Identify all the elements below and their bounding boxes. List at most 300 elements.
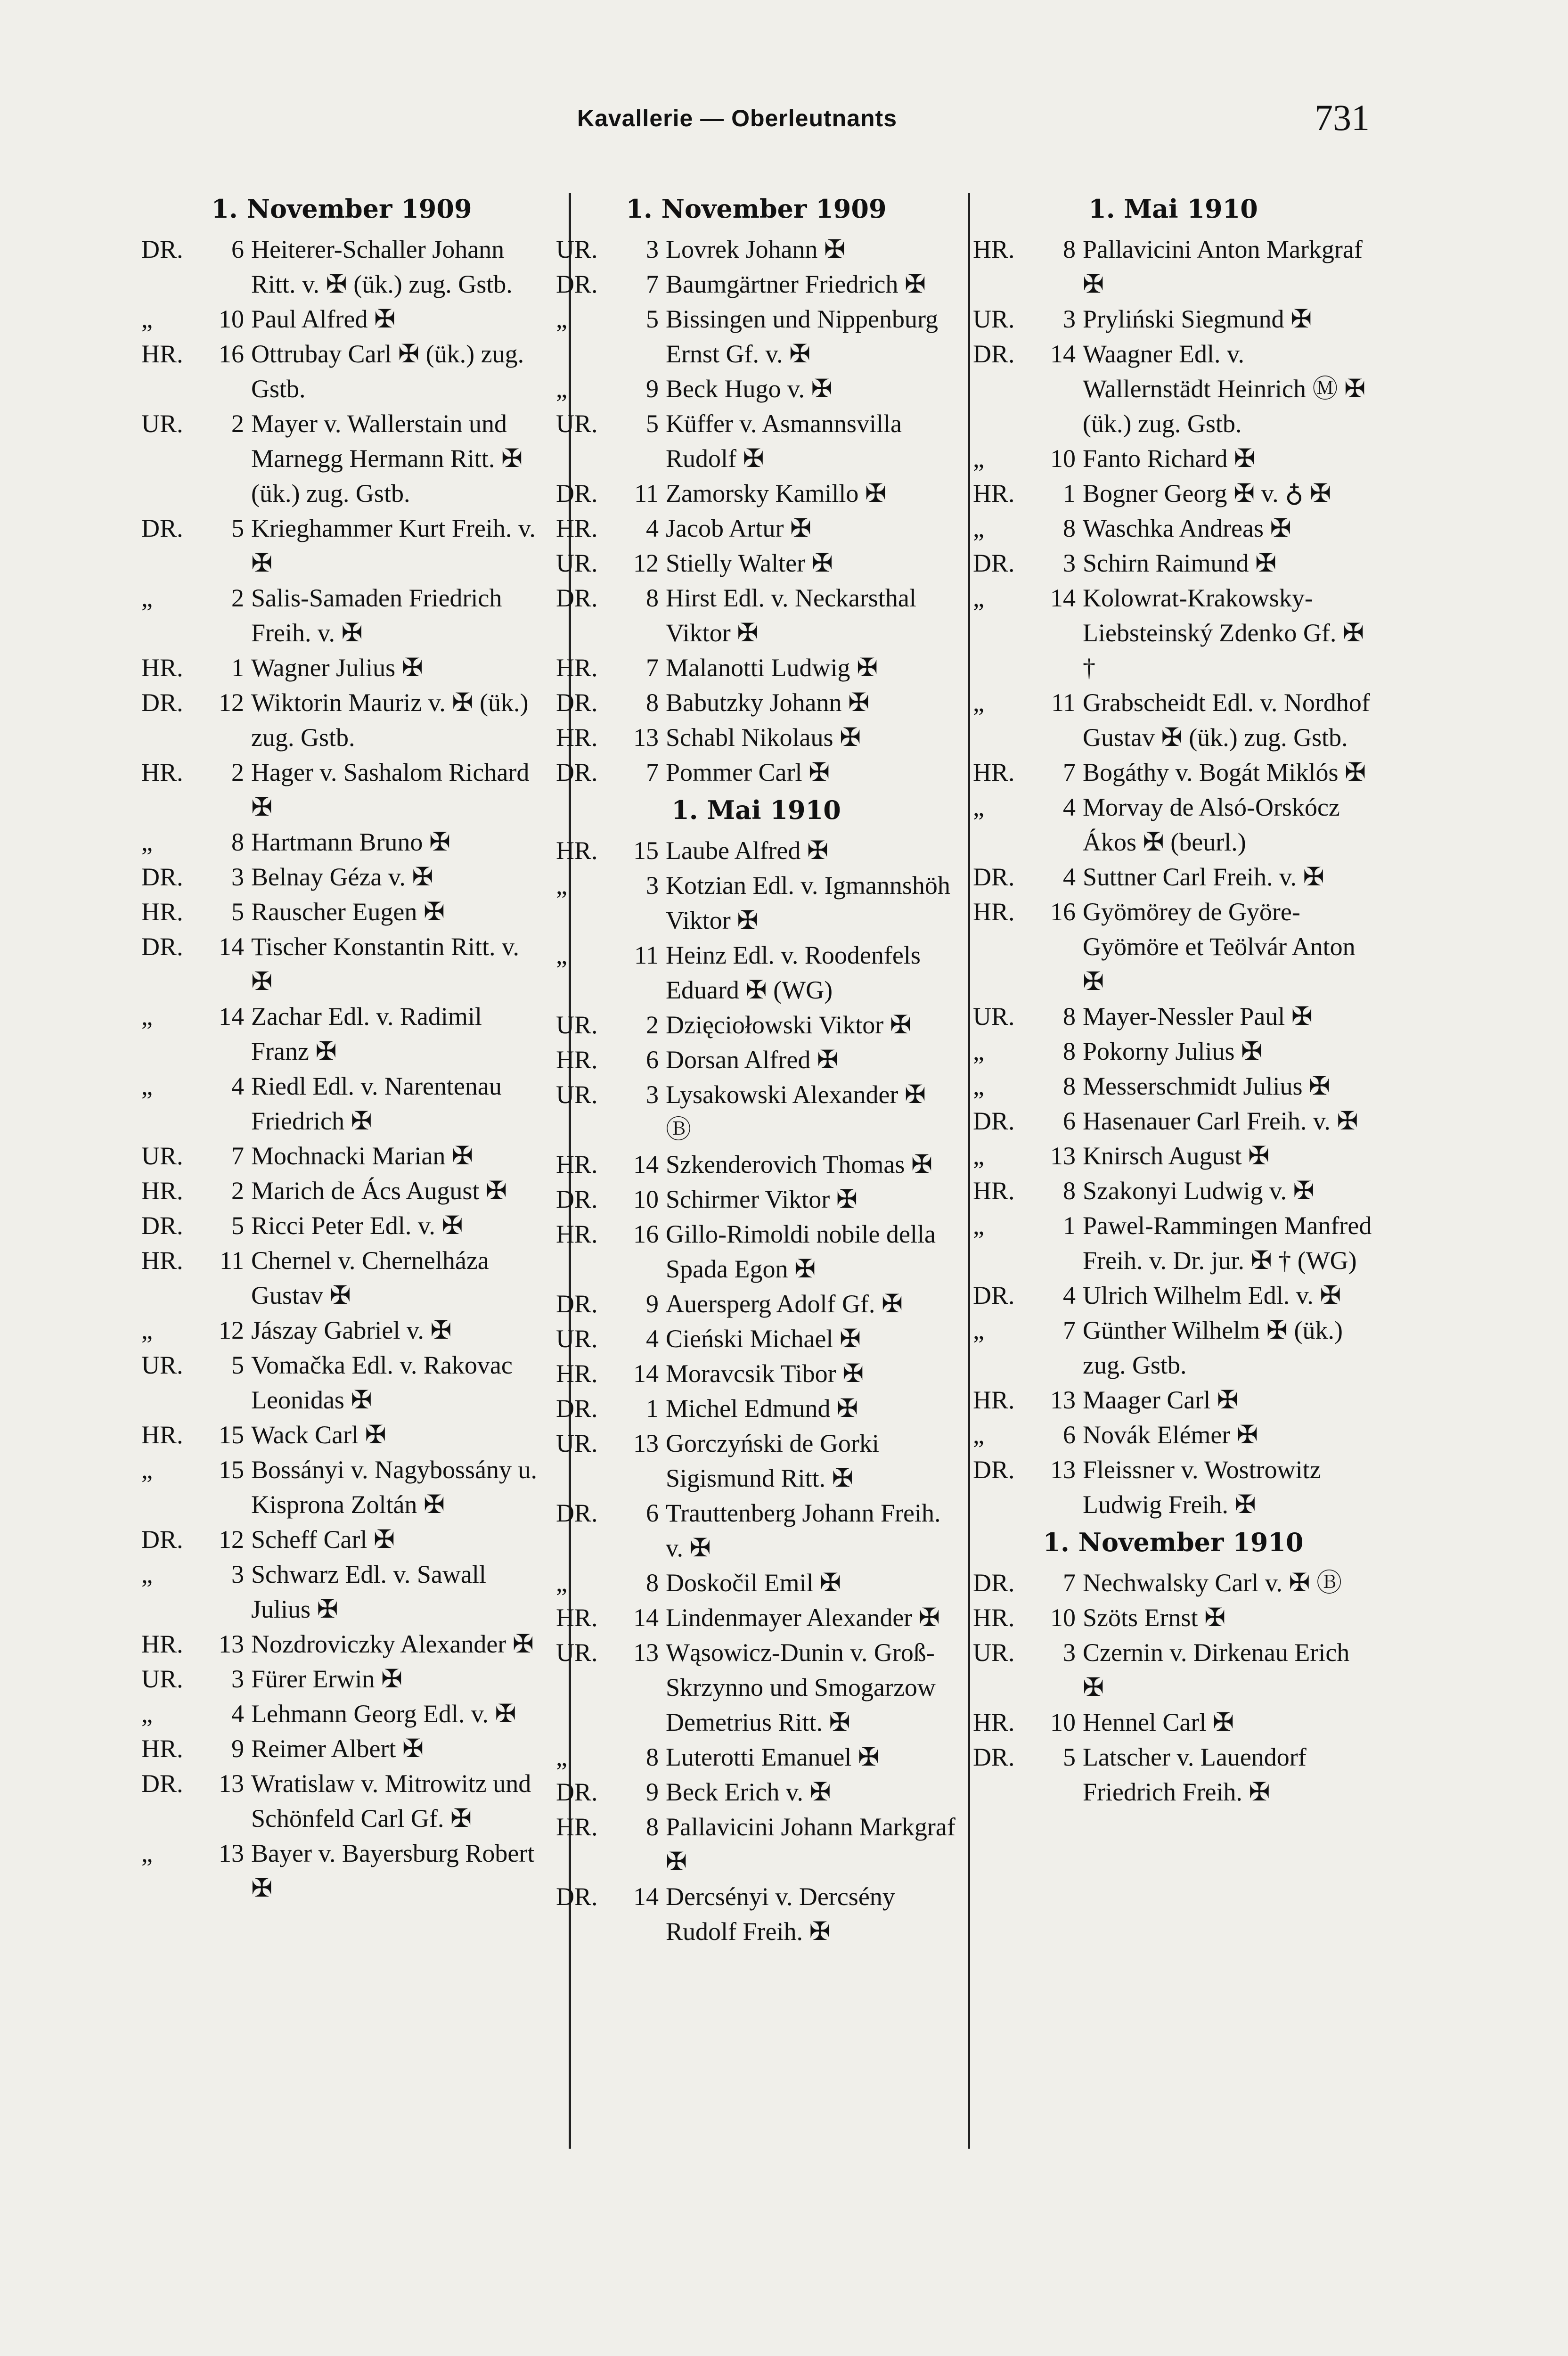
regiment-number: 5 — [646, 409, 659, 438]
officer-name: Fleissner v. Wostrowitz Ludwig Freih. ✠ — [1083, 1456, 1321, 1519]
officer-entry — [973, 1104, 1373, 1138]
regiment-number: 12 — [219, 688, 244, 717]
officer-name: Beck Erich v. ✠ — [666, 1778, 831, 1806]
regiment-type: „ — [141, 584, 153, 612]
regiment-type: UR. — [556, 549, 598, 577]
regiment-type: DR. — [141, 933, 183, 961]
regiment-type: HR. — [141, 1246, 183, 1275]
officer-entry — [556, 685, 956, 720]
regiment-number: 3 — [1063, 1638, 1076, 1667]
officer-entry — [973, 511, 1373, 546]
officer-entry — [556, 511, 956, 546]
officer-entry — [556, 1391, 956, 1426]
officer-entry — [556, 755, 956, 790]
column-3 — [973, 188, 1373, 1809]
officer-name: Pryliński Siegmund ✠ — [1083, 305, 1312, 333]
regiment-number: 11 — [634, 941, 659, 969]
officer-entry — [141, 302, 542, 336]
regiment-number: 6 — [1063, 1421, 1076, 1449]
officer-entry — [973, 1600, 1373, 1635]
regiment-type: DR. — [556, 1778, 598, 1806]
officer-name: Schirmer Viktor ✠ — [666, 1185, 858, 1213]
regiment-number: 3 — [231, 863, 244, 891]
regiment-number: 6 — [646, 1499, 659, 1527]
officer-entry — [141, 232, 542, 302]
regiment-type: DR. — [141, 1769, 183, 1798]
officer-entry — [973, 581, 1373, 685]
officer-entry — [973, 232, 1373, 302]
officer-name: Scheff Carl ✠ — [251, 1525, 395, 1554]
regiment-number: 14 — [633, 1603, 659, 1632]
regiment-number: 15 — [633, 836, 659, 865]
regiment-type: UR. — [556, 1429, 598, 1457]
regiment-type: HR. — [556, 723, 598, 752]
officer-entry — [556, 406, 956, 476]
officer-entry — [973, 1383, 1373, 1417]
regiment-type: HR. — [141, 1421, 183, 1449]
regiment-number: 11 — [634, 479, 659, 507]
regiment-number: 6 — [231, 235, 244, 263]
officer-name: Nechwalsky Carl v. ✠ Ⓑ — [1083, 1569, 1342, 1597]
officer-name: Hasenauer Carl Freih. v. ✠ — [1083, 1107, 1358, 1135]
regiment-number: 2 — [231, 758, 244, 786]
officer-entry — [556, 1496, 956, 1565]
officer-entry — [556, 1635, 956, 1740]
officer-name: Bissingen und Nippenburg Ernst Gf. v. ✠ — [666, 305, 938, 368]
officer-name: Hennel Carl ✠ — [1083, 1708, 1234, 1736]
officer-name: Lysakowski Alexander ✠ Ⓑ — [666, 1080, 926, 1144]
regiment-type: HR. — [973, 235, 1015, 263]
officer-entry — [141, 1731, 542, 1766]
officer-entry — [973, 441, 1373, 476]
regiment-type: DR. — [556, 1290, 598, 1318]
regiment-number: 3 — [646, 1080, 659, 1109]
regiment-type: DR. — [141, 688, 183, 717]
regiment-type: UR. — [973, 1002, 1015, 1031]
officer-entry — [141, 650, 542, 685]
officer-entry — [556, 1426, 956, 1496]
regiment-type: UR. — [973, 305, 1015, 333]
regiment-number: 7 — [1063, 1316, 1076, 1344]
officer-name: Bogner Georg ✠ v. ♁ ✠ — [1083, 479, 1331, 507]
regiment-type: „ — [141, 828, 153, 856]
regiment-number: 14 — [1050, 584, 1076, 612]
regiment-number: 5 — [1063, 1743, 1076, 1771]
regiment-number: 13 — [633, 723, 659, 752]
officer-entry — [556, 302, 956, 371]
officer-name: Hartmann Bruno ✠ — [251, 828, 451, 856]
officer-entry — [973, 1138, 1373, 1173]
regiment-type: HR. — [556, 1359, 598, 1388]
regiment-number: 13 — [1050, 1386, 1076, 1414]
officer-entry — [973, 1452, 1373, 1522]
officer-entry — [141, 1696, 542, 1731]
regiment-number: 4 — [1063, 863, 1076, 891]
regiment-number: 13 — [633, 1638, 659, 1667]
regiment-type: UR. — [556, 1325, 598, 1353]
officer-entry — [141, 1836, 542, 1906]
regiment-type: „ — [141, 1700, 153, 1728]
regiment-type: HR. — [141, 898, 183, 926]
officer-name: Jászay Gabriel v. ✠ — [251, 1316, 452, 1344]
officer-name: Mayer-Nessler Paul ✠ — [1083, 1002, 1313, 1031]
officer-entry — [141, 1138, 542, 1173]
officer-name: Jacob Artur ✠ — [666, 514, 812, 542]
officer-entry — [556, 581, 956, 650]
officer-name: Waschka Andreas ✠ — [1083, 514, 1291, 542]
officer-entry — [141, 1069, 542, 1138]
officer-name: Luterotti Emanuel ✠ — [666, 1743, 880, 1771]
regiment-type: HR. — [141, 654, 183, 682]
regiment-type: HR. — [973, 758, 1015, 786]
regiment-type: „ — [141, 1456, 153, 1484]
regiment-type: HR. — [141, 340, 183, 368]
regiment-number: 14 — [633, 1359, 659, 1388]
regiment-number: 4 — [646, 1325, 659, 1353]
officer-name: Gorczyński de Gorki Sigismund Ritt. ✠ — [666, 1429, 879, 1492]
regiment-number: 15 — [219, 1456, 244, 1484]
officer-name: Salis-Samaden Friedrich Freih. v. ✠ — [251, 584, 502, 647]
officer-name: Schirn Raimund ✠ — [1083, 549, 1277, 577]
officer-name: Dorsan Alfred ✠ — [666, 1046, 839, 1074]
regiment-number: 3 — [1063, 549, 1076, 577]
regiment-type: HR. — [141, 758, 183, 786]
regiment-number: 9 — [646, 375, 659, 403]
regiment-type: „ — [556, 871, 567, 900]
officer-name: Moravcsik Tibor ✠ — [666, 1359, 864, 1388]
officer-entry — [141, 336, 542, 406]
officer-entry — [556, 1879, 956, 1949]
officer-name: Chernel v. Chernelháza Gustav ✠ — [251, 1246, 489, 1309]
officer-entry — [973, 859, 1373, 894]
officer-name: Belnay Géza v. ✠ — [251, 863, 433, 891]
regiment-number: 4 — [1063, 1281, 1076, 1309]
officer-name: Messerschmidt Julius ✠ — [1083, 1072, 1331, 1100]
regiment-number: 14 — [633, 1882, 659, 1911]
regiment-number: 5 — [231, 1351, 244, 1379]
regiment-type: HR. — [973, 1386, 1015, 1414]
regiment-number: 16 — [1050, 898, 1076, 926]
officer-entry — [556, 1740, 956, 1775]
regiment-type: „ — [556, 1743, 567, 1771]
regiment-number: 10 — [219, 305, 244, 333]
regiment-type: „ — [973, 444, 984, 473]
regiment-type: DR. — [141, 1525, 183, 1554]
regiment-type: „ — [973, 793, 984, 821]
regiment-number: 10 — [1050, 1603, 1076, 1632]
officer-name: Waagner Edl. v. Wallernstädt Heinrich Ⓜ ✠ (ük.) zug. Gstb. — [1083, 340, 1366, 438]
regiment-number: 6 — [646, 1046, 659, 1074]
regiment-type: DR. — [141, 514, 183, 542]
regiment-type: „ — [973, 1072, 984, 1100]
officer-entry — [556, 1182, 956, 1217]
officer-name: Günther Wilhelm ✠ (ük.) zug. Gstb. — [1083, 1316, 1343, 1379]
regiment-type: HR. — [556, 1603, 598, 1632]
officer-name: Pallavicini Anton Markgraf ✠ — [1083, 235, 1363, 298]
officer-entry — [973, 755, 1373, 790]
officer-name: Kotzian Edl. v. Igmannshöh Viktor ✠ — [666, 871, 950, 934]
officer-name: Heiterer-Schaller Johann Ritt. v. ✠ (ük.) zug. Gstb. — [251, 235, 513, 298]
regiment-type: „ — [556, 305, 567, 333]
officer-name: Morvay de Alsó-Orskócz Ákos ✠ (beurl.) — [1083, 793, 1340, 856]
officer-entry — [141, 1348, 542, 1417]
officer-entry — [973, 1173, 1373, 1208]
regiment-type: DR. — [141, 235, 183, 263]
regiment-number: 1 — [231, 654, 244, 682]
regiment-number: 7 — [646, 654, 659, 682]
regiment-type: DR. — [973, 549, 1015, 577]
regiment-number: 9 — [646, 1290, 659, 1318]
column-2 — [556, 188, 956, 1949]
officer-name: Küffer v. Asmannsvilla Rudolf ✠ — [666, 409, 902, 473]
officer-entry — [973, 1705, 1373, 1740]
officer-name: Lovrek Johann ✠ — [666, 235, 846, 263]
regiment-number: 8 — [646, 1743, 659, 1771]
officer-entry — [556, 476, 956, 511]
officer-entry — [556, 1321, 956, 1356]
date-heading: 1. November 1909 — [211, 194, 472, 224]
officer-entry — [556, 1217, 956, 1286]
regiment-number: 5 — [231, 514, 244, 542]
regiment-type: „ — [556, 1569, 567, 1597]
officer-name: Gyömörey de Györe-Gyömöre et Teölvár Anton ✠ — [1083, 898, 1356, 996]
officer-entry — [973, 1034, 1373, 1069]
regiment-type: DR. — [556, 1499, 598, 1527]
officer-name: Novák Elémer ✠ — [1083, 1421, 1258, 1449]
officer-entry — [141, 685, 542, 755]
regiment-type: DR. — [141, 863, 183, 891]
officer-name: Grabscheidt Edl. v. Nordhof Gustav ✠ (ük.) zug. Gstb. — [1083, 688, 1370, 752]
officer-entry — [973, 336, 1373, 441]
officer-entry — [973, 685, 1373, 755]
regiment-type: DR. — [556, 688, 598, 717]
officer-name: Lindenmayer Alexander ✠ — [666, 1603, 940, 1632]
officer-entry — [556, 938, 956, 1007]
regiment-number: 5 — [231, 1211, 244, 1240]
regiment-type: HR. — [973, 479, 1015, 507]
officer-entry — [141, 999, 542, 1069]
officer-name: Kolowrat-Krakowsky-Liebsteinský Zdenko Gf. ✠ † — [1083, 584, 1364, 682]
regiment-number: 3 — [1063, 305, 1076, 333]
regiment-number: 7 — [1063, 1569, 1076, 1597]
officer-name: Schwarz Edl. v. Sawall Julius ✠ — [251, 1560, 486, 1623]
regiment-type: HR. — [973, 1177, 1015, 1205]
officer-name: Laube Alfred ✠ — [666, 836, 829, 865]
regiment-type: DR. — [556, 758, 598, 786]
officer-name: Szakonyi Ludwig v. ✠ — [1083, 1177, 1315, 1205]
officer-name: Paul Alfred ✠ — [251, 305, 396, 333]
officer-name: Beck Hugo v. ✠ — [666, 375, 833, 403]
regiment-type: „ — [141, 1002, 153, 1031]
officer-name: Krieghammer Kurt Freih. v. ✠ — [251, 514, 536, 577]
officer-name: Rauscher Eugen ✠ — [251, 898, 445, 926]
regiment-number: 14 — [219, 933, 244, 961]
regiment-type: DR. — [556, 479, 598, 507]
regiment-type: UR. — [556, 1638, 598, 1667]
officer-entry — [141, 406, 542, 511]
date-heading: 1. Mai 1910 — [671, 795, 841, 825]
officer-name: Vomačka Edl. v. Rakovac Leonidas ✠ — [251, 1351, 513, 1414]
regiment-number: 10 — [1050, 444, 1076, 473]
regiment-type: DR. — [973, 863, 1015, 891]
page-number: 731 — [1315, 97, 1370, 138]
officer-entry — [141, 1452, 542, 1522]
officer-name: Bayer v. Bayersburg Robert ✠ — [251, 1839, 535, 1902]
officer-entry — [973, 476, 1373, 511]
officer-entry — [973, 1740, 1373, 1809]
officer-entry — [973, 302, 1373, 336]
officer-entry — [141, 1766, 542, 1836]
regiment-number: 8 — [646, 584, 659, 612]
regiment-number: 8 — [231, 828, 244, 856]
regiment-number: 7 — [646, 758, 659, 786]
officer-entry — [141, 1557, 542, 1627]
officer-entry — [556, 650, 956, 685]
officer-name: Mayer v. Wallerstain und Marnegg Hermann Ritt. ✠ (ük.) zug. Gstb. — [251, 409, 523, 507]
officer-entry — [556, 1007, 956, 1042]
officer-entry — [556, 267, 956, 302]
officer-name: Pommer Carl ✠ — [666, 758, 830, 786]
officer-entry — [556, 833, 956, 868]
regiment-number: 8 — [646, 1569, 659, 1597]
regiment-number: 11 — [220, 1246, 244, 1275]
regiment-type: HR. — [556, 836, 598, 865]
regiment-number: 7 — [1063, 758, 1076, 786]
regiment-number: 7 — [646, 270, 659, 298]
officer-name: Baumgärtner Friedrich ✠ — [666, 270, 926, 298]
regiment-type: UR. — [141, 1142, 183, 1170]
officer-entry — [141, 1313, 542, 1348]
regiment-type: „ — [556, 375, 567, 403]
date-heading: 1. November 1910 — [1043, 1527, 1304, 1557]
regiment-type: HR. — [556, 1046, 598, 1074]
officer-name: Babutzky Johann ✠ — [666, 688, 870, 717]
officer-name: Lehmann Georg Edl. v. ✠ — [251, 1700, 516, 1728]
regiment-type: „ — [973, 1421, 984, 1449]
regiment-type: „ — [973, 1316, 984, 1344]
officer-name: Trauttenberg Johann Freih. v. ✠ — [666, 1499, 941, 1562]
officer-name: Stielly Walter ✠ — [666, 549, 833, 577]
regiment-number: 13 — [219, 1630, 244, 1658]
officer-entry — [556, 1042, 956, 1077]
regiment-type: DR. — [973, 1107, 1015, 1135]
regiment-type: UR. — [556, 409, 598, 438]
officer-name: Michel Edmund ✠ — [666, 1394, 858, 1423]
officer-name: Hirst Edl. v. Neckarsthal Viktor ✠ — [666, 584, 916, 647]
regiment-number: 4 — [231, 1072, 244, 1100]
regiment-number: 2 — [231, 584, 244, 612]
regiment-type: HR. — [556, 1150, 598, 1178]
officer-name: Mochnacki Marian ✠ — [251, 1142, 474, 1170]
regiment-type: „ — [973, 1211, 984, 1240]
regiment-type: „ — [973, 1037, 984, 1065]
officer-entry — [973, 1278, 1373, 1313]
regiment-number: 16 — [633, 1220, 659, 1248]
column-divider — [968, 193, 970, 2149]
officer-entry — [556, 1809, 956, 1879]
column-1 — [141, 188, 542, 1906]
officer-name: Hager v. Sashalom Richard ✠ — [251, 758, 530, 821]
officer-name: Czernin v. Dirkenau Erich ✠ — [1083, 1638, 1350, 1702]
officer-entry — [973, 1313, 1373, 1383]
officer-name: Riedl Edl. v. Narentenau Friedrich ✠ — [251, 1072, 502, 1135]
officer-name: Tischer Konstantin Ritt. v. ✠ — [251, 933, 520, 996]
officer-entry — [141, 929, 542, 999]
regiment-number: 10 — [633, 1185, 659, 1213]
regiment-type: „ — [556, 941, 567, 969]
regiment-number: 13 — [633, 1429, 659, 1457]
regiment-number: 11 — [1051, 688, 1076, 717]
regiment-number: 13 — [219, 1839, 244, 1867]
regiment-type: DR. — [141, 1211, 183, 1240]
officer-entry — [141, 1173, 542, 1208]
date-heading: 1. Mai 1910 — [1088, 194, 1258, 224]
regiment-number: 2 — [231, 409, 244, 438]
date-heading: 1. November 1909 — [626, 194, 887, 224]
regiment-type: „ — [973, 584, 984, 612]
officer-name: Wiktorin Mauriz v. ✠ (ük.) zug. Gstb. — [251, 688, 529, 752]
officer-entry — [556, 868, 956, 938]
officer-entry — [973, 790, 1373, 859]
officer-name: Wagner Julius ✠ — [251, 654, 423, 682]
regiment-number: 9 — [646, 1778, 659, 1806]
regiment-type: „ — [141, 305, 153, 333]
regiment-number: 1 — [1063, 479, 1076, 507]
regiment-type: HR. — [141, 1177, 183, 1205]
regiment-type: UR. — [141, 1665, 183, 1693]
officer-entry — [973, 1208, 1373, 1278]
officer-name: Wratislaw v. Mitrowitz und Schönfeld Carl Gf. ✠ — [251, 1769, 531, 1832]
officer-entry — [556, 1147, 956, 1182]
regiment-number: 15 — [219, 1421, 244, 1449]
officer-entry — [556, 1356, 956, 1391]
regiment-type: DR. — [556, 1882, 598, 1911]
regiment-number: 4 — [1063, 793, 1076, 821]
officer-entry — [556, 232, 956, 267]
officer-entry — [973, 1565, 1373, 1600]
regiment-number: 6 — [1063, 1107, 1076, 1135]
regiment-number: 8 — [1063, 235, 1076, 263]
officer-entry — [141, 894, 542, 929]
officer-entry — [973, 1069, 1373, 1104]
officer-name: Gillo-Rimoldi nobile della Spada Egon ✠ — [666, 1220, 936, 1283]
regiment-type: DR. — [556, 1394, 598, 1423]
officer-entry — [141, 1208, 542, 1243]
officer-entry — [141, 825, 542, 859]
officer-entry — [141, 1522, 542, 1557]
officer-name: Reimer Albert ✠ — [251, 1734, 424, 1763]
regiment-number: 8 — [1063, 1072, 1076, 1100]
officer-name: Zamorsky Kamillo ✠ — [666, 479, 887, 507]
regiment-type: „ — [973, 1142, 984, 1170]
regiment-number: 8 — [1063, 1177, 1076, 1205]
regiment-type: HR. — [141, 1734, 183, 1763]
officer-name: Fürer Erwin ✠ — [251, 1665, 403, 1693]
regiment-number: 8 — [1063, 1037, 1076, 1065]
officer-entry — [556, 1286, 956, 1321]
regiment-type: UR. — [141, 1351, 183, 1379]
regiment-type: „ — [141, 1560, 153, 1588]
officer-entry — [141, 1417, 542, 1452]
regiment-number: 16 — [219, 340, 244, 368]
regiment-number: 12 — [633, 549, 659, 577]
officer-name: Malanotti Ludwig ✠ — [666, 654, 878, 682]
regiment-number: 5 — [646, 305, 659, 333]
regiment-type: DR. — [973, 1456, 1015, 1484]
regiment-type: HR. — [556, 1813, 598, 1841]
regiment-number: 8 — [646, 1813, 659, 1841]
regiment-type: DR. — [556, 584, 598, 612]
